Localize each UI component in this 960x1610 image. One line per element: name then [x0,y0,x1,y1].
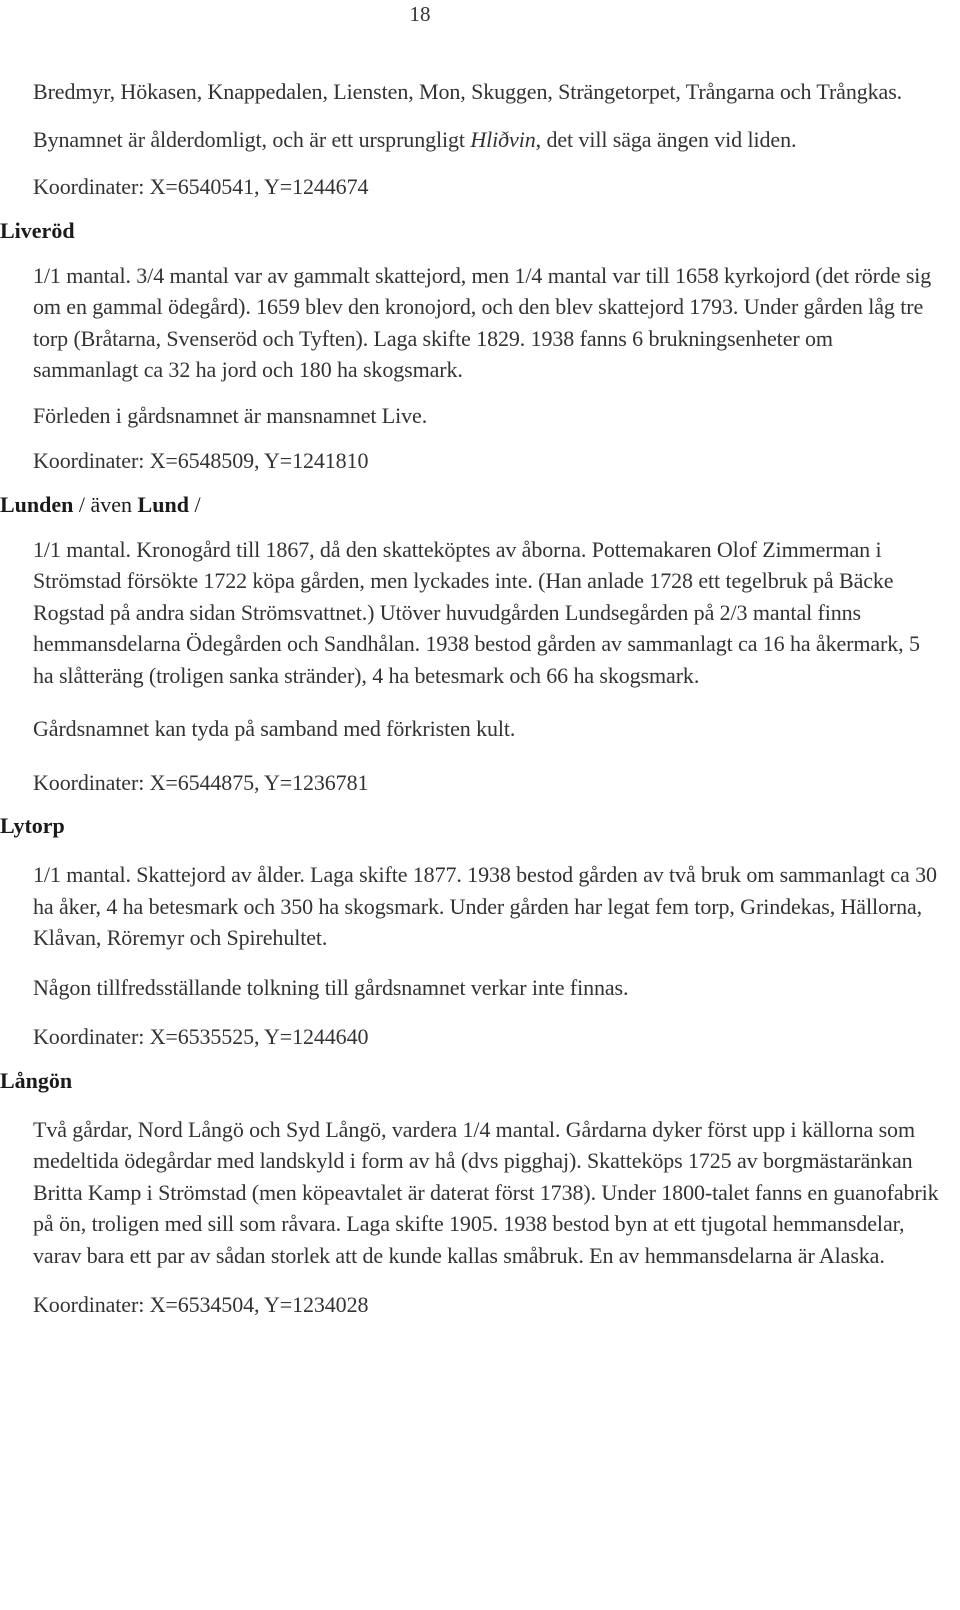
heading-lunden-a: Lunden [0,491,74,517]
heading-lunden-b: Lund [137,491,189,517]
lunden-name-origin: Gårdsnamnet kan tyda på samband med förkristen kult. [33,716,516,741]
lunden-coordinates: Koordinater: X=6544875, Y=1236781 [33,769,369,795]
liverod-name-origin: Förleden i gårdsnamnet är mansnamnet Live. [33,402,428,428]
page-content [0,76,940,1329]
heading-lunden-end: / [188,491,201,517]
lytorp-name-origin: Någon tillfredsställande tolkning till gårdsnamnet verkar inte finnas. [33,974,629,1000]
intro-torp-list: Bredmyr, Hökasen, Knappedalen, Liensten, Mon, Skuggen, Strängetorpet, Trångarna och Trångkas. [33,79,903,104]
intro-name-origin-a: Bynamnet är ålderdomligt, och är ett ursprungligt [33,126,471,152]
intro-name-origin [33,124,940,156]
intro-name-origin-b: , det vill säga ängen vid liden. [535,126,797,152]
lytorp-description: 1/1 mantal. Skattejord av ålder. Laga skifte 1877. 1938 bestod gården av två bruk om sammanlagt ca 30 ha åker, 4 ha betesmark och 350 ha skogsmark. Under gården har legat fem torp, Grindekas, Hällorna, Klåvan, Röremyr och Spirehultet. [33,862,937,950]
intro-name-origin-italic: Hliðvin [470,126,536,152]
langon-description: Två gårdar, Nord Långö och Syd Långö, vardera 1/4 mantal. Gårdarna dyker först upp i källorna som medeltida ödegårdar med landskyld i form av hå (dvs pigghaj). Skatteköps 1725 av borgmästaränkan Britta Kamp i Strömstad (men köpeavtalet är daterat först 1738). Under 1800-talet fanns en guanofabrik på ön, troligen med sill som råvara. Laga skifte 1905. 1938 bestod byn at ett tjugotal hemmansdelar, varav bara ett par av sådan storlek att de kunde kallas småbruk. En av hemmansdelarna är Alaska. [33,1116,939,1268]
lytorp-coordinates: Koordinater: X=6535525, Y=1244640 [33,1024,369,1049]
heading-lunden-mid: / även [73,491,138,517]
lunden-description: 1/1 mantal. Kronogård till 1867, då den skatteköptes av åborna. Pottemakaren Olof Zimmerman i Strömstad försökte 1722 köpa gården, men lyckades inte. (Han anlade 1728 ett tegelbruk på Bäcke Rogstad på andra sidan Strömsvattnet.) Utöver huvudgården Lundsegården på 2/3 mantal finns hemmansdelarna Ödegården och Sandhålan. 1938 bestod gården av sammanlagt ca 16 ha åkermark, 5 ha slåtteräng (troligen sanka stränder), 4 ha betesmark och 66 ha skogsmark. [33,536,920,688]
heading-lunden [0,489,940,520]
page-number: 18 [409,2,431,26]
heading-liverod: Liveröd [0,217,75,243]
heading-lytorp: Lytorp [0,813,65,838]
heading-langon: Långön [0,1067,73,1093]
liverod-description: 1/1 mantal. 3/4 mantal var av gammalt skattejord, men 1/4 mantal var till 1658 kyrkojord (det rörde sig om en gammal ödegård). 1659 blev den kronojord, och den blev skattejord 1793. Under gården låg tre torp (Bråtarna, Svenseröd och Tyften). Laga skifte 1829. 1938 fanns 6 brukningsenheter om sammanlagt ca 32 ha jord och 180 ha skogsmark. [33,262,932,382]
intro-coordinates: Koordinater: X=6540541, Y=1244674 [33,174,369,199]
liverod-coordinates: Koordinater: X=6548509, Y=1241810 [33,448,369,473]
langon-coordinates: Koordinater: X=6534504, Y=1234028 [33,1292,369,1317]
